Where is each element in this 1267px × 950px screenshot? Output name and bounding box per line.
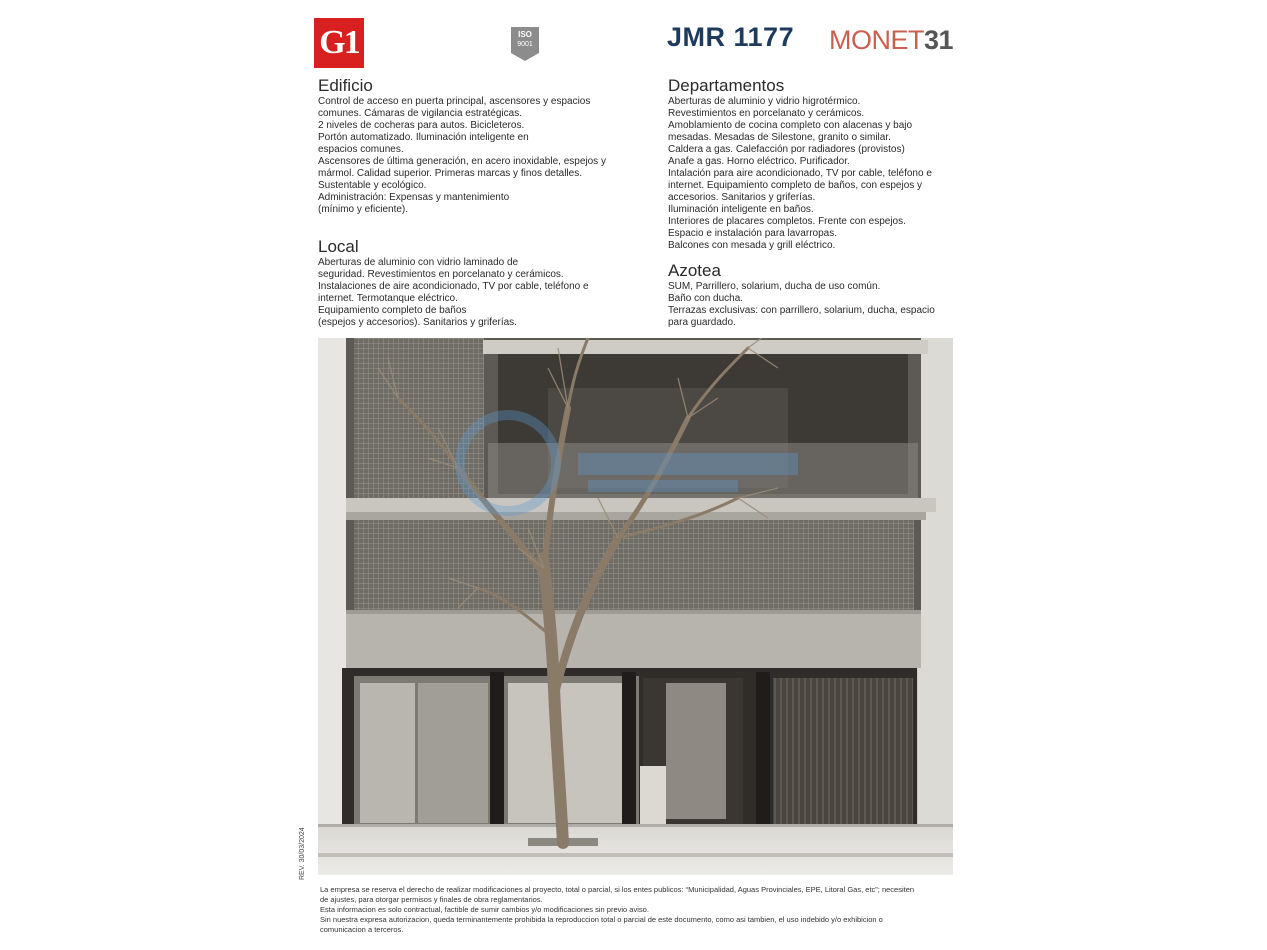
text-line: Aberturas de aluminio con vidrio laminado de: [318, 257, 519, 268]
text-line: Iluminación inteligente en baños.: [668, 204, 814, 215]
building-render-image: [318, 338, 953, 875]
iso-label: ISO: [518, 30, 532, 39]
text-line: Balcones con mesada y grill eléctrico.: [668, 240, 836, 251]
text-line: Espacio e instalación para lavarropas.: [668, 228, 837, 239]
section-departamentos: [668, 77, 932, 252]
text-line: Revestimientos en porcelanato y cerámicos.: [668, 108, 865, 119]
text-line: internet. Termotanque eléctrico.: [318, 293, 458, 304]
text-line: Control de acceso en puerta principal, ascensores y espacios: [318, 96, 591, 107]
text-line: Amoblamiento de cocina completo con alacenas y bajo: [668, 120, 913, 131]
text-line: Administración: Expensas y mantenimiento: [318, 192, 510, 203]
text-line: 2 niveles de cocheras para autos. Bicicleteros.: [318, 120, 525, 131]
disclaimer-line: de ajustes, para otorgar permisos y finales de obra reglamentarios.: [320, 895, 543, 904]
section-title: Edificio: [318, 76, 373, 95]
text-line: (mínimo y eficiente).: [318, 204, 409, 215]
section-title: Departamentos: [668, 76, 785, 95]
text-line: Aberturas de aluminio y vidrio higrotérmico.: [668, 96, 861, 107]
text-line: Intalación para aire acondicionado, TV por cable, teléfono e: [668, 168, 932, 179]
section-body: [318, 257, 589, 329]
disclaimer-line: Esta informacion es solo contractual, factible de sumir cambios y/o modificaciones sin previo aviso.: [320, 905, 649, 914]
disclaimer-line: comunicacion a terceros.: [320, 925, 404, 934]
text-line: Interiores de placares completos. Frente con espejos.: [668, 216, 906, 227]
text-line: mesadas. Mesadas de Silestone, granito o similar.: [668, 132, 891, 143]
text-line: accesorios. Sanitarios y griferías.: [668, 192, 816, 203]
section-title: Local: [318, 237, 359, 256]
jmr-brand: JMR 1177: [667, 22, 795, 52]
section-body: [318, 96, 606, 216]
section-body: [668, 96, 932, 252]
text-line: espacios comunes.: [318, 144, 404, 155]
text-line: SUM, Parrillero, solarium, ducha de uso común.: [668, 281, 881, 292]
revision-label: REV. 30/03/2024: [299, 827, 306, 880]
section-body: [668, 281, 935, 329]
monet-brand-number: 31: [924, 25, 954, 55]
text-line: mármol. Calidad superior. Primeras marcas y finos detalles.: [318, 168, 582, 179]
iso-9001-badge: [511, 27, 539, 61]
text-line: internet. Equipamiento completo de baños, con espejos y: [668, 180, 923, 191]
text-line: Portón automatizado. Iluminación inteligente en: [318, 132, 529, 143]
text-line: Anafe a gas. Horno eléctrico. Purificador.: [668, 156, 850, 167]
iso-number: 9001: [517, 41, 533, 48]
text-line: Baño con ducha.: [668, 293, 744, 304]
text-line: Instalaciones de aire acondicionado, TV por cable, teléfono e: [318, 281, 589, 292]
disclaimer-line: La empresa se reserva el derecho de realizar modificaciones al proyecto, total o parcial, si los entes publicos: “Municipalidad, Aguas Provinciales, EPE, Litoral Gas, etc”; necesiten: [320, 885, 915, 894]
text-line: comunes. Cámaras de vigilancia estratégicas.: [318, 108, 522, 119]
section-local: [318, 238, 589, 329]
text-line: Ascensores de última generación, en acero inoxidable, espejos y: [318, 156, 606, 167]
text-line: (espejos y accesorios). Sanitarios y griferías.: [318, 317, 517, 328]
g1-logo: [314, 18, 364, 68]
monet-brand: [829, 25, 953, 56]
section-azotea: [668, 262, 935, 329]
monet-brand-light: MONET: [829, 25, 924, 55]
section-edificio: [318, 77, 606, 216]
text-line: Caldera a gas. Calefacción por radiadores (provistos): [668, 144, 905, 155]
disclaimer-line: Sin nuestra expresa autorizacion, queda terminantemente prohibida la reproduccion total o parcial de este documento, como asi tambien, el uso indebido y/o exhibicion o: [320, 915, 883, 924]
disclaimer: [320, 885, 914, 935]
text-line: Sustentable y ecológico.: [318, 180, 427, 191]
text-line: Equipamiento completo de baños: [318, 305, 467, 316]
text-line: seguridad. Revestimientos en porcelanato y cerámicos.: [318, 269, 564, 280]
text-line: Terrazas exclusivas: con parrillero, solarium, ducha, espacio: [668, 305, 935, 316]
text-line: para guardado.: [668, 317, 736, 328]
g1-logo-text: G1: [319, 24, 359, 61]
building-facade-illustration: [318, 338, 953, 875]
section-title: Azotea: [668, 261, 721, 280]
